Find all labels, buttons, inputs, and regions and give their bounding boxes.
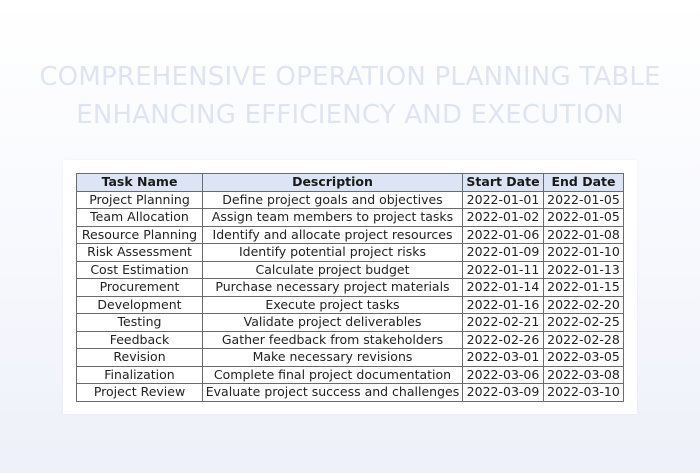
cell-description[interactable]: Assign team members to project tasks [203,209,463,227]
table-row [77,366,624,384]
cell-end-date[interactable]: 2022-03-05 [544,349,624,367]
cell-task-name[interactable]: Finalization [77,366,203,384]
header-task-name[interactable]: Task Name [77,174,203,192]
page-title-line-2: ENHANCING EFFICIENCY AND EXECUTION [76,100,624,130]
cell-end-date[interactable]: 2022-03-08 [544,366,624,384]
cell-description[interactable]: Identify and allocate project resources [203,226,463,244]
cell-end-date[interactable]: 2022-03-10 [544,384,624,402]
table-header-row [77,174,624,192]
cell-task-name[interactable]: Resource Planning [77,226,203,244]
cell-end-date[interactable]: 2022-02-25 [544,314,624,332]
table-row [77,314,624,332]
cell-end-date[interactable]: 2022-01-05 [544,209,624,227]
table-row [77,209,624,227]
table-row [77,279,624,297]
cell-task-name[interactable]: Risk Assessment [77,244,203,262]
cell-description[interactable]: Define project goals and objectives [203,191,463,209]
cell-start-date[interactable]: 2022-03-06 [463,366,544,384]
cell-start-date[interactable]: 2022-01-01 [463,191,544,209]
page-title-line-1: COMPREHENSIVE OPERATION PLANNING TABLE [39,62,661,92]
cell-description[interactable]: Execute project tasks [203,296,463,314]
cell-start-date[interactable]: 2022-01-16 [463,296,544,314]
cell-task-name[interactable]: Project Review [77,384,203,402]
cell-end-date[interactable]: 2022-01-08 [544,226,624,244]
cell-end-date[interactable]: 2022-01-15 [544,279,624,297]
table-row [77,191,624,209]
cell-start-date[interactable]: 2022-03-09 [463,384,544,402]
cell-description[interactable]: Evaluate project success and challenges [203,384,463,402]
page-title [0,58,700,134]
cell-description[interactable]: Purchase necessary project materials [203,279,463,297]
cell-end-date[interactable]: 2022-02-28 [544,331,624,349]
table-body [77,191,624,401]
table-row [77,384,624,402]
operation-planning-table [76,173,624,402]
table-row [77,296,624,314]
cell-start-date[interactable]: 2022-02-26 [463,331,544,349]
cell-start-date[interactable]: 2022-01-06 [463,226,544,244]
cell-start-date[interactable]: 2022-03-01 [463,349,544,367]
cell-description[interactable]: Identify potential project risks [203,244,463,262]
cell-task-name[interactable]: Project Planning [77,191,203,209]
cell-task-name[interactable]: Development [77,296,203,314]
cell-description[interactable]: Gather feedback from stakeholders [203,331,463,349]
cell-start-date[interactable]: 2022-01-09 [463,244,544,262]
table-card [63,160,637,414]
header-description[interactable]: Description [203,174,463,192]
cell-description[interactable]: Validate project deliverables [203,314,463,332]
cell-task-name[interactable]: Cost Estimation [77,261,203,279]
table-row [77,244,624,262]
cell-task-name[interactable]: Team Allocation [77,209,203,227]
cell-description[interactable]: Complete final project documentation [203,366,463,384]
cell-end-date[interactable]: 2022-01-13 [544,261,624,279]
cell-task-name[interactable]: Feedback [77,331,203,349]
cell-start-date[interactable]: 2022-01-02 [463,209,544,227]
header-end-date[interactable]: End Date [544,174,624,192]
header-start-date[interactable]: Start Date [463,174,544,192]
cell-task-name[interactable]: Testing [77,314,203,332]
cell-start-date[interactable]: 2022-01-14 [463,279,544,297]
cell-start-date[interactable]: 2022-01-11 [463,261,544,279]
cell-description[interactable]: Calculate project budget [203,261,463,279]
table-row [77,349,624,367]
cell-end-date[interactable]: 2022-01-05 [544,191,624,209]
cell-end-date[interactable]: 2022-01-10 [544,244,624,262]
cell-end-date[interactable]: 2022-02-20 [544,296,624,314]
cell-description[interactable]: Make necessary revisions [203,349,463,367]
cell-start-date[interactable]: 2022-02-21 [463,314,544,332]
table-row [77,226,624,244]
cell-task-name[interactable]: Procurement [77,279,203,297]
table-row [77,331,624,349]
cell-task-name[interactable]: Revision [77,349,203,367]
table-row [77,261,624,279]
